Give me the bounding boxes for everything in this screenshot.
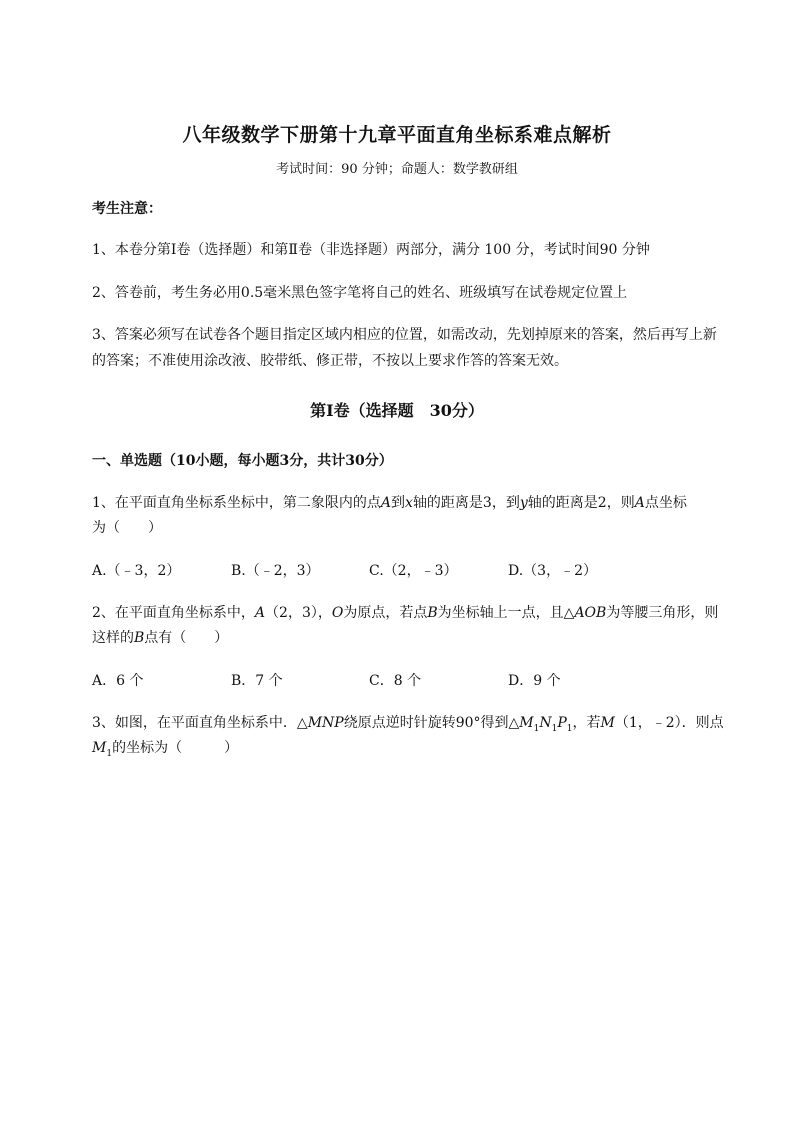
q1-option-b[interactable]: B.（﹣2，3）	[231, 563, 320, 579]
var-aob: AOB	[574, 605, 607, 621]
q2-text: 点有（ ）	[144, 630, 229, 646]
notice-item-3-line-2: 的答案；不准使用涂改液、胶带纸、修正带，不按以上要求作答的答案无效。	[92, 353, 568, 369]
notice-item-2: 2、答卷前，考生务必用0.5毫米黑色签字笔将自己的姓名、班级填写在试卷规定位置上	[92, 285, 628, 301]
var-a: A	[254, 605, 266, 621]
var-m1: M	[92, 740, 107, 756]
question-3-line-2	[92, 736, 712, 766]
var-o: O	[331, 605, 344, 621]
var-b: B	[134, 630, 145, 646]
q1-text: 轴的距离是3，到	[412, 495, 520, 511]
var-m: M	[600, 715, 615, 731]
question-1-line-2: 为（ ）	[92, 520, 162, 536]
q3-text: 绕原点逆时针旋转90°得到△	[343, 715, 520, 731]
question-2-line-2	[92, 626, 712, 650]
q2-text: 为坐标轴上一点，且△	[437, 605, 575, 621]
q2-option-c[interactable]: C．8 个	[369, 673, 422, 689]
var-x: x	[405, 495, 413, 511]
q1-option-a[interactable]: A.（﹣3，2）	[92, 563, 181, 579]
q3-text: （1，﹣2）．则点	[614, 715, 724, 731]
var-a: A	[634, 495, 645, 511]
q1-text: 轴的距离是2，则	[527, 495, 635, 511]
q2-option-a[interactable]: A．6 个	[92, 673, 144, 689]
var-y: y	[519, 495, 528, 511]
page-title: 八年级数学下册第十九章平面直角坐标系难点解析	[182, 124, 612, 146]
subscript: 1	[533, 723, 540, 734]
subscript: 1	[566, 723, 573, 734]
exam-info: 考试时间：90 分钟；命题人：数学教研组	[276, 162, 518, 177]
var-m1: M	[519, 715, 534, 731]
question-1-line-1	[92, 491, 712, 515]
q3-text: 3、如图，在平面直角坐标系中．△	[92, 715, 308, 731]
section-title: 第Ⅰ卷（选择题 30分）	[310, 401, 484, 420]
notice-item-1: 1、本卷分第Ⅰ卷（选择题）和第Ⅱ卷（非选择题）两部分，满分 100 分，考试时间90 分钟	[92, 242, 650, 258]
var-p1: P	[557, 715, 567, 731]
q1-option-d[interactable]: D.（3，﹣2）	[508, 563, 597, 579]
question-2-line-1	[92, 601, 719, 625]
var-a: A	[380, 495, 392, 511]
q2-text: 为等腰三角形，则	[606, 605, 719, 621]
var-n1: N	[539, 715, 552, 731]
q2-option-d[interactable]: D．9 个	[508, 673, 561, 689]
subscript: 1	[551, 723, 558, 734]
subscript: 1	[106, 748, 113, 759]
q1-text: 到	[391, 495, 406, 511]
var-b: B	[427, 605, 438, 621]
q2-option-b[interactable]: B．7 个	[231, 673, 283, 689]
var-mnp: MNP	[307, 715, 344, 731]
notice-item-3-line-1: 3、答案必须写在试卷各个题目指定区域内相应的位置，如需改动，先划掉原来的答案，然后再写上新	[92, 327, 717, 343]
q2-text: 为原点，若点	[343, 605, 428, 621]
part-heading: 一、单选题（10小题，每小题3分，共计30分）	[92, 453, 393, 469]
q1-text: 点坐标	[644, 495, 687, 511]
q1-option-c[interactable]: C.（2，﹣3）	[369, 563, 458, 579]
q2-text: 这样的	[92, 630, 134, 646]
q3-text: 的坐标为（ ）	[112, 740, 239, 756]
q1-text: 1、在平面直角坐标系坐标中，第二象限内的点	[92, 495, 381, 511]
q2-text: （2，3），	[265, 605, 332, 621]
q2-text: 2、在平面直角坐标系中，	[92, 605, 255, 621]
q3-text: ，若	[572, 715, 601, 731]
notice-heading: 考生注意：	[92, 201, 162, 217]
